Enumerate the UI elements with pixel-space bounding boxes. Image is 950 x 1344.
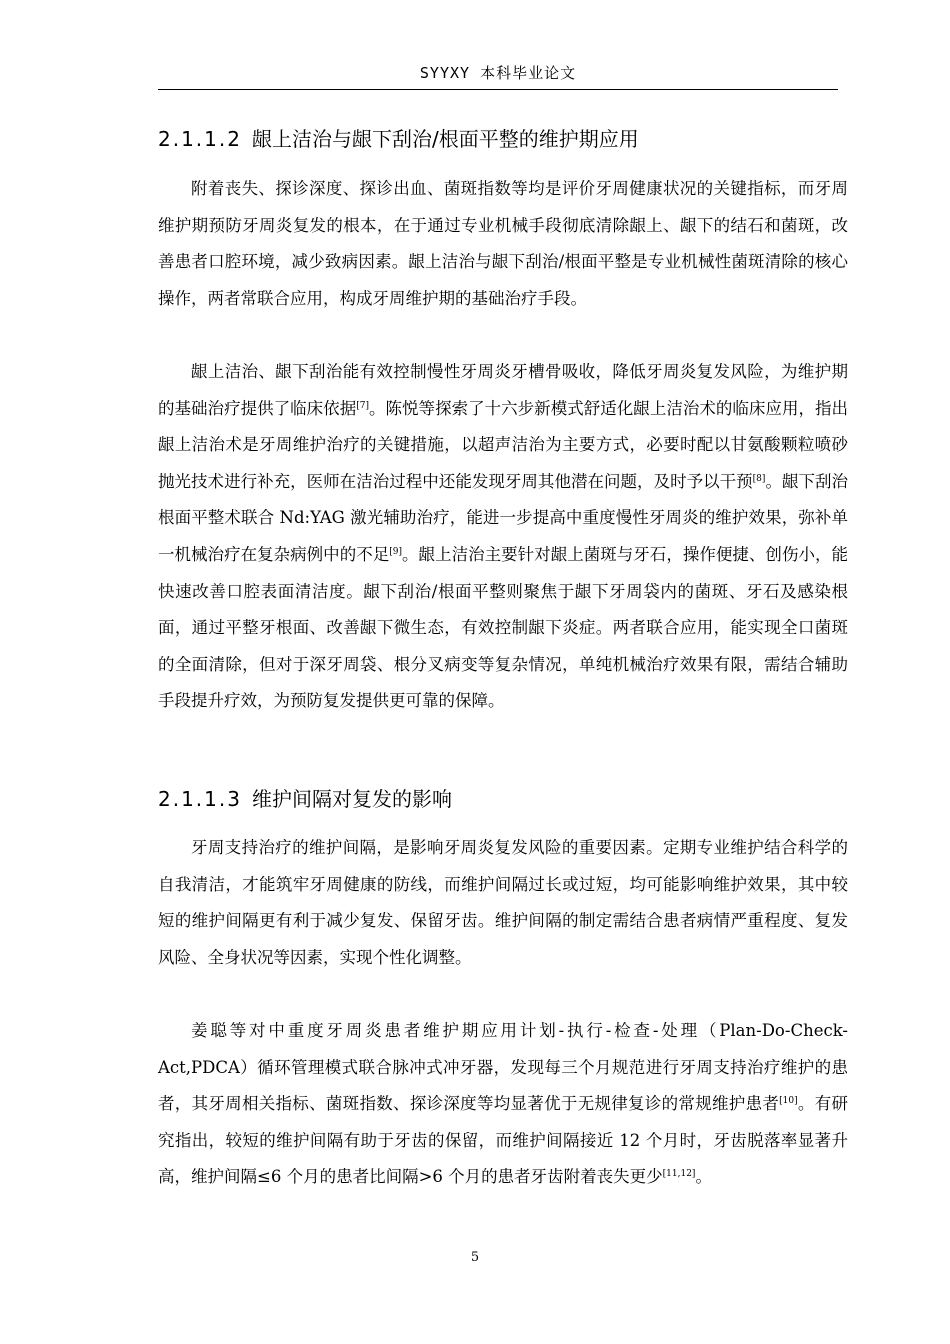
paragraph-text: 龈上洁治、龈下刮治能有效控制慢性牙周炎牙槽骨吸收，降低牙周炎复发风险，为维护期的基础治疗提供了临床依据 (158, 362, 848, 418)
paragraph (158, 354, 848, 720)
paragraph-text: 。有研究指出，较短的维护间隔有助于牙齿的保留，而维护间隔接近 12 个月时，牙齿脱落率显著升高，维护间隔≤6 个月的患者比间隔>6 个月的患者牙齿附着丧失更少 (158, 1094, 849, 1187)
paragraph-text: 。龈上洁治主要针对龈上菌斑与牙石，操作便捷、创伤小，能快速改善口腔表面清洁度。龈下刮治/根面平整则聚焦于龈下牙周袋内的菌斑、牙石及感染根面，通过平整牙根面、改善龈下微生态，有效控制龈下炎症。两者联合应用，能实现全口菌斑的全面清除，但对于深牙周袋、根分叉病变等复杂情况，单纯机械治疗效果有限，需结合辅助手段提升疗效，为预防复发提供更可靠的保障。 (158, 544, 849, 711)
section-number: 2.1.1.3 (158, 787, 242, 811)
citation-ref: [8] (752, 473, 766, 484)
paragraph-text: 。龈下刮治根面平整术联合 Nd:YAG 激光辅助治疗，能进一步提高中重度慢性牙周炎的维护效果，弥补单一机械治疗在复杂病例中的不足 (158, 471, 849, 564)
paragraph-text: 。陈悦等探索了十六步新模式舒适化龈上洁治术的临床应用，指出龈上洁治术是牙周维护治疗的关键措施，以超声洁治为主要方式，必要时配以甘氨酸颗粒喷砂抛光技术进行补充，医师在洁治过程中还能发现牙周其他潜在问题，及时予以干预 (158, 398, 849, 491)
paragraph-text: 附着丧失、探诊深度、探诊出血、菌斑指数等均是评价牙周健康状况的关键指标，而牙周维护期预防牙周炎复发的根本，在于通过专业机械手段彻底清除龈上、龈下的结石和菌斑，改善患者口腔环境，减少致病因素。龈上洁治与龈下刮治/根面平整是专业机械性菌斑清除的核心操作，两者常联合应用，构成牙周维护期的基础治疗手段。 (158, 179, 848, 308)
section-heading-2-1-1-2 (158, 125, 858, 153)
paragraph-text: 姜聪等对中重度牙周炎患者维护期应用计划-执行-检查-处理（Plan-Do-Check-Act,PDCA）循环管理模式联合脉冲式冲牙器，发现每三个月规范进行牙周支持治疗维护的患者，其牙周相关指标、菌斑指数、探诊深度等均显著优于无规律复诊的常规维护患者 (158, 1021, 848, 1114)
citation-ref: [10] (779, 1096, 798, 1107)
page-number: 5 (470, 1250, 480, 1265)
citation-ref: [11,12] (662, 1169, 696, 1180)
section-title: 维护间隔对复发的影响 (251, 787, 452, 811)
citation-ref: [9] (389, 546, 403, 557)
paragraph (158, 1013, 848, 1196)
section-heading-2-1-1-3 (158, 785, 858, 813)
citation-ref: [7] (356, 400, 369, 411)
paragraph (158, 830, 848, 976)
paragraph-text: 。 (695, 1167, 712, 1187)
paragraph-text: 牙周支持治疗的维护间隔，是影响牙周炎复发风险的重要因素。定期专业维护结合科学的自我清洁，才能筑牢牙周健康的防线，而维护间隔过长或过短，均可能影响维护效果，其中较短的维护间隔更有利于减少复发、保留牙齿。维护间隔的制定需结合患者病情严重程度、复发风险、全身状况等因素，实现个性化调整。 (158, 838, 848, 967)
section-number: 2.1.1.2 (158, 127, 242, 151)
section-title: 龈上洁治与龈下刮治/根面平整的维护期应用 (251, 127, 639, 151)
page-header: SYYXY 本科毕业论文 (419, 64, 577, 82)
header-divider (158, 89, 838, 90)
paragraph (158, 171, 848, 317)
